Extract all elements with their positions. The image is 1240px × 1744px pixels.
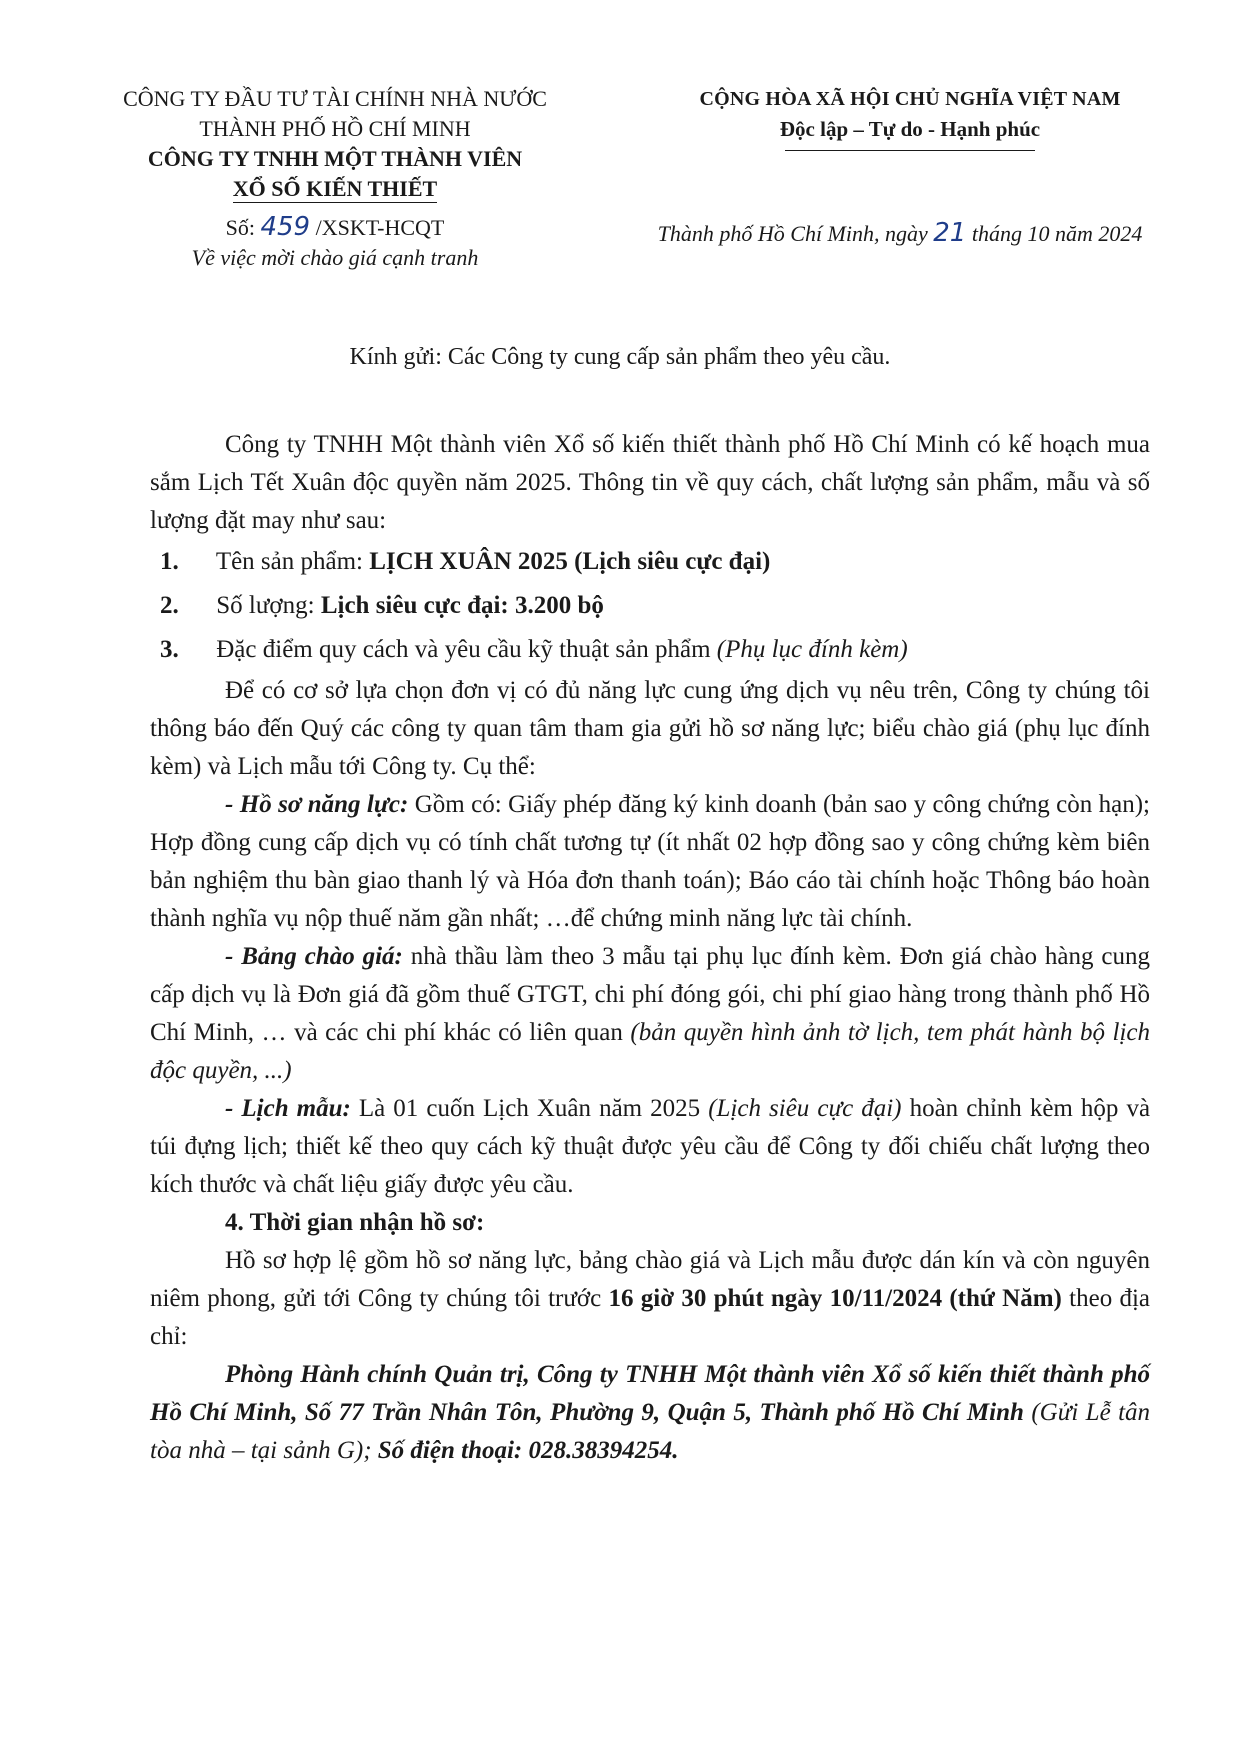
list-item-spec xyxy=(150,628,1150,672)
deadline-text1: Hồ sơ hợp lệ gồm hồ sơ năng lực, bảng chào giá và Lịch mẫu được dán kín và còn nguyên niêm phong, gửi tới Công ty chúng tôi trước xyxy=(150,1247,1150,1312)
profile-label: - Hồ sơ năng lực: xyxy=(225,791,409,818)
quote-label: - Bảng chào giá: xyxy=(225,943,403,970)
document-date xyxy=(610,218,1190,248)
parent-org-line2: THÀNH PHỐ HỒ CHÍ MINH xyxy=(199,116,471,141)
quote-italic-note: (bản quyền hình ảnh tờ lịch, tem phát hành bộ lịch độc quyền, ...) xyxy=(150,1019,1150,1084)
doc-no-handwritten: 459 xyxy=(260,212,311,242)
sample-text2: hoàn chỉnh kèm hộp và túi đựng lịch; thiết kế theo quy cách kỹ thuật được yêu cầu để Công ty đối chiếu chất lượng theo kích thước và chất liệu giấy được yêu cầu. xyxy=(150,1095,1151,1198)
list-label: Đặc điểm quy cách và yêu cầu kỹ thuật sản phẩm xyxy=(216,636,711,663)
recipient-line: Kính gửi: Các Công ty cung cấp sản phẩm theo yêu cầu. xyxy=(349,344,891,370)
list-number: 1. xyxy=(160,548,179,575)
quote-text: nhà thầu làm theo 3 mẫu tại phụ lục đính kèm. Đơn giá chào hàng cung cấp dịch vụ là Đơn giá đã gồm thuế GTGT, chi phí đóng gói, chi phí giao hàng trong thành phố Hồ Chí Minh, … và các chi phí khác có liên quan xyxy=(150,943,1150,1046)
doc-no-suffix: /XSKT-HCQT xyxy=(315,215,445,240)
national-header xyxy=(640,84,1180,151)
sample-paragraph xyxy=(150,1090,1150,1204)
list-number: 3. xyxy=(160,636,179,663)
company-name-line1: CÔNG TY TNHH MỘT THÀNH VIÊN xyxy=(147,146,523,171)
spec-appendix-note: (Phụ lục đính kèm) xyxy=(716,636,908,663)
section-heading-label: Thời gian nhận hồ sơ: xyxy=(249,1209,485,1236)
document-number xyxy=(95,212,575,243)
quantity-value: Lịch siêu cực đại: 3.200 bộ xyxy=(320,592,604,619)
list-label: Số lượng: xyxy=(216,592,315,619)
date-day-handwritten: 21 xyxy=(933,218,967,248)
date-suffix: tháng 10 năm 2024 xyxy=(971,221,1143,246)
phone-number: Số điện thoại: 028.38394254. xyxy=(377,1437,679,1464)
doc-no-prefix: Số: xyxy=(225,215,255,240)
list-label: Tên sản phẩm: xyxy=(215,548,363,575)
list-item-product xyxy=(150,540,1150,584)
company-name-line2: XỔ SỐ KIẾN THIẾT xyxy=(232,176,438,201)
section-deadline-heading xyxy=(150,1204,1150,1242)
issuer-header xyxy=(95,84,575,273)
deadline-paragraph xyxy=(150,1242,1150,1356)
profile-paragraph xyxy=(150,786,1150,938)
product-name: LỊCH XUÂN 2025 (Lịch siêu cực đại) xyxy=(369,548,771,575)
address-paragraph xyxy=(150,1356,1150,1470)
sample-label: - Lịch mẫu: xyxy=(225,1095,351,1122)
quote-paragraph xyxy=(150,938,1150,1090)
selection-paragraph: Để có cơ sở lựa chọn đơn vị có đủ năng lực cung ứng dịch vụ nêu trên, Công ty chúng tôi thông báo đến Quý các công ty quan tâm tham gia gửi hồ sơ năng lực; biểu chào giá (phụ lục đính kèm) và Lịch mẫu tới Công ty. Cụ thể: xyxy=(150,677,1150,780)
address-text: Phòng Hành chính Quản trị, Công ty TNHH Một thành viên Xổ số kiến thiết thành phố Hồ Chí Minh, Số 77 Trần Nhân Tôn, Phường 9, Quận 5, Thành phố Hồ Chí Minh xyxy=(150,1361,1150,1426)
sample-italic-note: (Lịch siêu cực đại) xyxy=(708,1095,902,1122)
address-note: (Gửi Lễ tân tòa nhà – tại sảnh G); xyxy=(150,1399,1151,1464)
parent-org-line1: CÔNG TY ĐẦU TƯ TÀI CHÍNH NHÀ NƯỚC xyxy=(123,86,547,111)
deadline-text2: theo địa chỉ: xyxy=(150,1285,1151,1350)
national-motto: Độc lập – Tự do - Hạnh phúc xyxy=(779,117,1041,141)
letter-body xyxy=(150,426,1150,1470)
nation-title: CỘNG HÒA XÃ HỘI CHỦ NGHĨA VIỆT NAM xyxy=(699,88,1121,110)
profile-text: Gồm có: Giấy phép đăng ký kinh doanh (bản sao y công chứng còn hạn); Hợp đồng cung cấp dịch vụ có tính chất tương tự (ít nhất 02 hợp đồng sao y công chứng kèm biên bản nghiệm thu bàn giao thanh lý và Hóa đơn thanh toán); Báo cáo tài chính hoặc Thông báo hoàn thành nghĩa vụ nộp thuế năm gần nhất; …để chứng minh năng lực tài chính. xyxy=(150,791,1151,932)
list-number: 4. xyxy=(225,1209,244,1236)
date-prefix: Thành phố Hồ Chí Minh, ngày xyxy=(657,221,928,246)
deadline-date: 16 giờ 30 phút ngày 10/11/2024 (thứ Năm) xyxy=(608,1285,1062,1312)
document-subject: Về việc mời chào giá cạnh tranh xyxy=(191,245,479,270)
list-number: 2. xyxy=(160,592,179,619)
list-item-quantity xyxy=(150,584,1150,628)
intro-paragraph: Công ty TNHH Một thành viên Xổ số kiến thiết thành phố Hồ Chí Minh có kế hoạch mua sắm Lịch Tết Xuân độc quyền năm 2025. Thông tin về quy cách, chất lượng sản phẩm, mẫu và số lượng đặt may như sau: xyxy=(150,431,1150,534)
motto-divider xyxy=(785,150,1035,151)
sample-text1: Là 01 cuốn Lịch Xuân năm 2025 xyxy=(358,1095,701,1122)
